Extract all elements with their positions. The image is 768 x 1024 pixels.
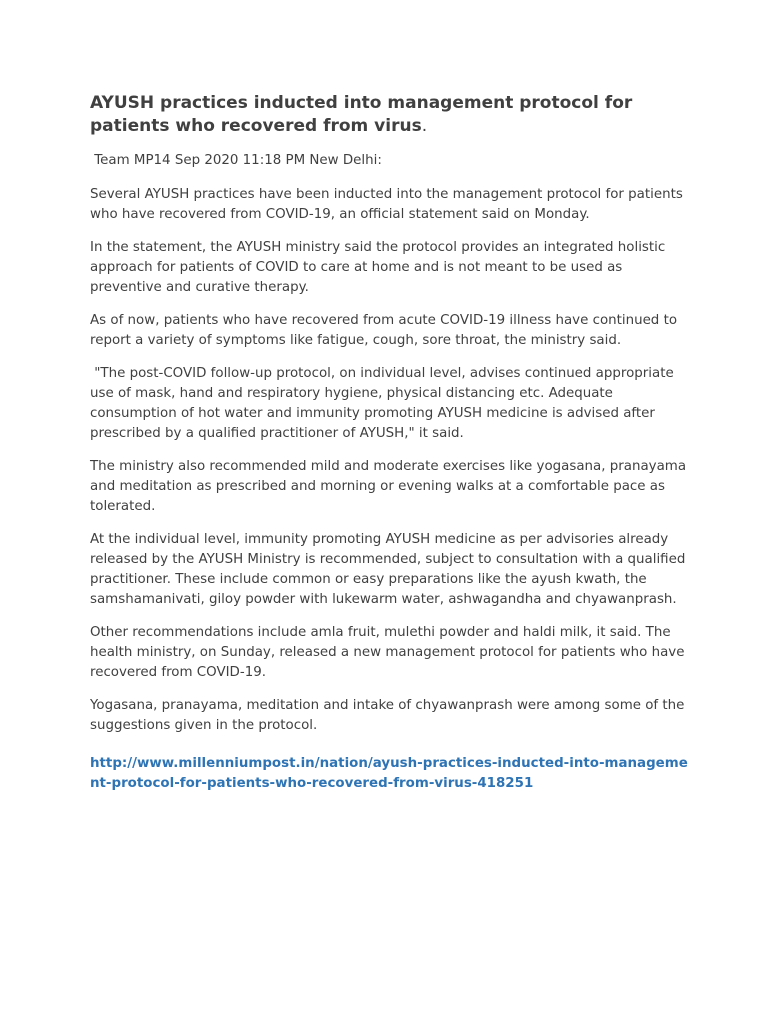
article-paragraph-2: In the statement, the AYUSH ministry said the protocol provides an integrated holistic approach for patients of COVID to care at home and is not meant to be used as preventive and curative therapy. xyxy=(90,239,666,296)
article-title-text: AYUSH practices inducted into management protocol for patients who recovered from virus xyxy=(90,93,633,136)
article-byline: Team MP14 Sep 2020 11:18 PM New Delhi: xyxy=(90,153,382,168)
article-paragraph-8: Yogasana, pranayama, meditation and intake of chyawanprash were among some of the suggestions given in the protocol. xyxy=(90,697,685,733)
article-paragraph-1: Several AYUSH practices have been inducted into the management protocol for patients who have recovered from COVID-19, an official statement said on Monday. xyxy=(90,187,683,223)
article-paragraph-4: "The post-COVID follow-up protocol, on individual level, advises continued appropriate use of mask, hand and respiratory hygiene, physical distancing etc. Adequate consumption of hot water and immunity promoting AYUSH medicine is advised after prescribed by a qualified practitioner of AYUSH," it said. xyxy=(90,365,678,442)
article-title-period: . xyxy=(421,116,428,136)
article-title xyxy=(90,92,690,138)
article-paragraph-3: As of now, patients who have recovered from acute COVID-19 illness have continued to report a variety of symptoms like fatigue, cough, sore throat, the ministry said. xyxy=(90,312,678,349)
document-page xyxy=(90,92,690,794)
article-paragraph-7: Other recommendations include amla fruit, mulethi powder and haldi milk, it said. The health ministry, on Sunday, released a new management protocol for patients who have recovered from COVID-19. xyxy=(90,624,685,681)
article-paragraph-5: The ministry also recommended mild and moderate exercises like yogasana, pranayama and meditation as prescribed and morning or evening walks at a comfortable pace as tolerated. xyxy=(90,458,687,515)
article-paragraph-6: At the individual level, immunity promoting AYUSH medicine as per advisories already released by the AYUSH Ministry is recommended, subject to consultation with a qualified practitioner. These include common or easy preparations like the ayush kwath, the samshamanivati, giloy powder with lukewarm water, ashwagandha and chyawanprash. xyxy=(90,531,686,608)
source-url-link[interactable]: http://www.millenniumpost.in/nation/ayush-practices-inducted-into-management-protocol-for-patients-who-recovered-from-virus-418251 xyxy=(90,755,688,791)
